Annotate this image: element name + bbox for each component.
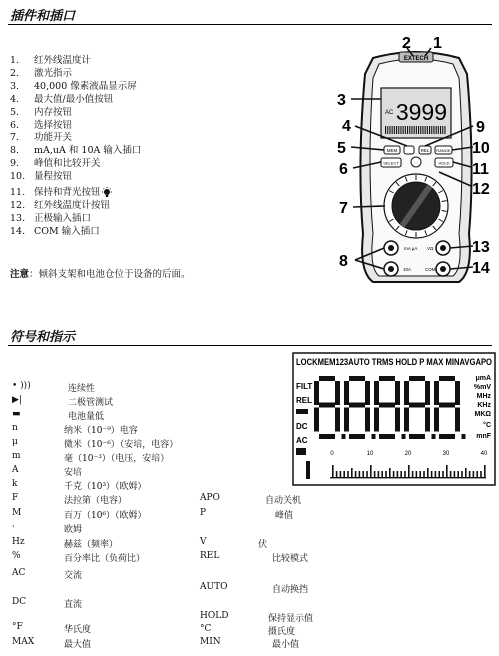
- bargraph-tick: [394, 126, 395, 134]
- bargraph-tick: [387, 126, 388, 134]
- symbol-glyph: °F: [12, 622, 23, 632]
- minus-sign-icon: [296, 409, 308, 414]
- symbol-glyph: DC: [12, 597, 27, 607]
- scale-tick: [480, 471, 482, 477]
- lcd-segment: [439, 376, 455, 381]
- scale-tick: [378, 471, 380, 477]
- scale-tick: [431, 471, 433, 477]
- symbol-glyph: AUTO: [200, 582, 228, 592]
- symbol-glyph: A: [12, 465, 19, 475]
- scale-tick: [473, 471, 475, 477]
- lcd-segment: [425, 408, 430, 432]
- symbol-glyph: REL: [200, 551, 220, 561]
- scale-tick: [416, 471, 418, 477]
- lcd-segment: [439, 434, 455, 439]
- lcd-ac: AC: [296, 436, 308, 445]
- lcd-segment: [374, 408, 379, 432]
- rel-button[interactable]: REL: [420, 148, 430, 153]
- scale-tick: [404, 471, 406, 477]
- multimeter-illustration: [333, 34, 499, 288]
- scale-tick: [355, 471, 357, 477]
- scale-tick: [385, 471, 387, 477]
- lcd-unit: %mV: [473, 384, 491, 391]
- symbol-description: 保持显示值: [268, 614, 314, 624]
- list-item: 4. 最大值/最小值按钮: [10, 93, 114, 105]
- symbol-glyph: k: [12, 479, 18, 489]
- callout-14: 14: [472, 260, 490, 277]
- lcd-segment: [409, 434, 425, 439]
- symbol-glyph: • ))): [12, 381, 31, 391]
- bargraph-tick: [433, 126, 434, 134]
- symbol-glyph: n: [12, 423, 18, 433]
- ir-button[interactable]: [411, 157, 421, 167]
- parts-list: [10, 55, 141, 239]
- callout-11: 11: [472, 161, 489, 178]
- scale-tick: [484, 465, 486, 477]
- symbol-glyph: ▬: [12, 409, 21, 419]
- symbol-glyph: F: [12, 493, 19, 503]
- symbol-description: 法拉第（电容）: [64, 496, 128, 506]
- bargraph-tick: [429, 126, 430, 134]
- bargraph-tick: [403, 126, 404, 134]
- callout-10: 10: [472, 140, 490, 157]
- scale-label: 0: [330, 451, 334, 457]
- symbol-glyph: ·: [12, 522, 15, 532]
- symbol-description: 最大值: [64, 640, 92, 650]
- symbol-description: 安培: [64, 468, 83, 478]
- list-item: 7. 功能开关: [10, 132, 73, 144]
- list-item: 1. 红外线温度计: [10, 55, 92, 66]
- scale-tick: [412, 471, 414, 477]
- scale-tick: [435, 471, 437, 477]
- scale-tick: [427, 468, 429, 477]
- bargraph-tick: [409, 126, 410, 134]
- lcd-segment: [349, 434, 365, 439]
- lcd-segment: [314, 381, 319, 405]
- symbol-glyph: APO: [200, 493, 220, 503]
- list-item: 11. 保持和背光按钮: [10, 187, 141, 200]
- symbol-description: 峰值: [275, 511, 294, 521]
- scale-tick: [389, 468, 391, 477]
- scale-label: 10: [366, 451, 374, 457]
- lcd-unit: MHz: [476, 393, 491, 400]
- lcd-segment: [314, 408, 319, 432]
- scale-tick: [476, 471, 478, 477]
- lcd-unit: mnF: [476, 433, 491, 440]
- symbol-description: 伏: [258, 540, 268, 550]
- bargraph-tick: [422, 126, 423, 134]
- lcd-segment: [335, 408, 340, 432]
- callout-9: 9: [476, 119, 485, 136]
- symbol-description: 最小值: [272, 640, 300, 650]
- backlight-bulb-icon: [101, 187, 113, 198]
- bargraph-tick: [418, 126, 419, 134]
- callout-8: 8: [339, 253, 348, 270]
- lcd-segment: [365, 408, 370, 432]
- ma-ua-jack-label: mA μA: [404, 246, 418, 251]
- list-item: 14. COM 输入插口: [10, 225, 100, 237]
- callout-7: 7: [339, 200, 348, 217]
- bargraph-tick: [416, 126, 417, 134]
- lcd-unit: °C: [483, 422, 491, 429]
- symbol-description: 摄氏度: [268, 627, 296, 637]
- bargraph-tick: [442, 126, 443, 134]
- lcd-segment: [404, 408, 409, 432]
- bargraph-tick: [414, 126, 415, 134]
- bargraph-tick: [436, 126, 437, 134]
- lcd-decimal-point: [432, 434, 436, 439]
- symbol-glyph: M: [12, 508, 22, 518]
- symbol-glyph: HOLD: [200, 611, 229, 621]
- scale-tick: [397, 471, 399, 477]
- callout-12: 12: [472, 181, 490, 198]
- bargraph-tick: [427, 126, 428, 134]
- lcd-rel: REL: [296, 396, 312, 405]
- range-button[interactable]: RANGE: [436, 148, 451, 153]
- scale-tick: [450, 471, 452, 477]
- bargraph-tick: [431, 126, 432, 134]
- bargraph-tick: [389, 126, 390, 134]
- scale-tick: [393, 471, 395, 477]
- lcd-top-indicators: LOCKMEM123AUTO TRMS HOLD P MAX MINAVGAPO: [296, 357, 492, 367]
- lcd-decimal-point: [402, 434, 406, 439]
- symbol-description: 微米（10⁻⁶）（安培，电容）: [64, 440, 179, 450]
- lcd-segment: [409, 376, 425, 381]
- symbol-description: 千克（10³）（欧姆）: [64, 482, 147, 492]
- bargraph-tick: [385, 126, 386, 134]
- lcd-segment: [395, 408, 400, 432]
- scale-label: 30: [442, 451, 450, 457]
- lcd-segment-diagram: [292, 352, 496, 486]
- symbol-description: 百万（10⁶）（欧姆）: [64, 511, 147, 521]
- callout-2: 2: [402, 35, 411, 52]
- bargraph-tick: [405, 126, 406, 134]
- note: 注意：倾斜支架和电池仓位于设备的后面。: [10, 269, 191, 280]
- scale-tick: [362, 471, 364, 477]
- lcd-segment: [374, 381, 379, 405]
- scale-tick: [438, 471, 440, 477]
- lcd-decimal-point: [372, 434, 376, 439]
- lcd-segment: [379, 403, 395, 408]
- bargraph-tick: [392, 126, 393, 134]
- callout-1: 1: [433, 35, 442, 52]
- lcd-segment: [395, 381, 400, 405]
- symbol-glyph: P: [200, 508, 207, 518]
- callout-4: 4: [342, 118, 351, 135]
- scale-tick: [374, 471, 376, 477]
- symbol-glyph: MIN: [200, 637, 221, 647]
- lcd-segment: [365, 381, 370, 405]
- list-item: 12. 红外线温度计按钮: [10, 199, 111, 211]
- battery-icon: [296, 448, 306, 455]
- symbol-description: 直流: [64, 600, 83, 610]
- list-item: 3. 40,000 像素液晶显示屏: [10, 80, 137, 92]
- lcd-segment: [344, 408, 349, 432]
- lcd-decimal-point: [462, 434, 466, 439]
- lcd-segment: [409, 403, 425, 408]
- lcd-segment: [455, 408, 460, 432]
- lcd-filt: FILT: [296, 382, 313, 391]
- symbol-description: 百分率比（负荷比）: [64, 554, 146, 564]
- scale-tick: [419, 471, 421, 477]
- scale-tick: [469, 471, 471, 477]
- symbol-glyph: V: [200, 537, 207, 547]
- symbol-description: 纳米（10⁻⁹）电容: [64, 426, 138, 436]
- lcd-segment: [319, 403, 335, 408]
- bargraph-tick: [398, 126, 399, 134]
- symbol-description: 自动换挡: [272, 585, 309, 595]
- scale-tick: [400, 471, 402, 477]
- scale-arrow: [306, 461, 310, 479]
- hold-button[interactable]: HOLD: [438, 160, 450, 166]
- symbol-description: 毫（10⁻³）（电压，安培）: [64, 454, 170, 464]
- scale-tick: [381, 471, 383, 477]
- scale-tick: [336, 471, 338, 477]
- lcd-segment: [379, 376, 395, 381]
- lcd-dc: DC: [296, 422, 308, 431]
- scale-tick: [343, 471, 345, 477]
- symbol-description: 欧姆: [64, 525, 83, 535]
- mem-button[interactable]: MEM: [386, 148, 398, 153]
- lcd-decimal-point: [342, 434, 346, 439]
- lcd-segment: [349, 376, 365, 381]
- list-item: 8. mA,uA 和 10A 输入插口: [10, 145, 142, 157]
- symbol-glyph: %: [12, 551, 21, 561]
- lcd-segment: [439, 403, 455, 408]
- max-min-button[interactable]: [404, 146, 414, 154]
- bargraph-tick: [400, 126, 401, 134]
- list-item: 9. 峰值和比较开关: [10, 158, 101, 170]
- symbol-description: 电池量低: [68, 412, 105, 422]
- callout-3: 3: [337, 92, 346, 109]
- lcd-unit: μmA: [475, 375, 491, 382]
- scale-tick: [465, 468, 467, 477]
- scale-tick: [461, 471, 463, 477]
- lcd-segment: [434, 408, 439, 432]
- lcd-digits: 3999: [395, 99, 447, 125]
- symbol-description: 二极管测试: [68, 398, 114, 408]
- bargraph-tick: [411, 126, 412, 134]
- symbol-glyph: m: [12, 451, 21, 461]
- symbol-description: 赫兹（频率）: [64, 540, 119, 550]
- lcd-unit: KHz: [477, 402, 491, 409]
- select-button[interactable]: SELECT: [383, 160, 399, 166]
- lcd-ac-label: AC: [385, 110, 394, 116]
- scale-tick: [366, 471, 368, 477]
- lcd-segment: [404, 381, 409, 405]
- symbol-description: 自动关机: [265, 496, 302, 506]
- list-item: 6. 选择按钮: [10, 119, 73, 131]
- 10a-jack-label: 10A: [403, 267, 412, 272]
- symbol-description: 比较模式: [272, 554, 309, 564]
- lcd-segment: [349, 403, 365, 408]
- scale-tick: [457, 471, 459, 477]
- symbol-description: 交流: [64, 571, 83, 581]
- scale-tick: [442, 471, 444, 477]
- bargraph-tick: [407, 126, 408, 134]
- list-item: 10. 量程按钮: [10, 171, 73, 183]
- scale-tick: [340, 471, 342, 477]
- symbol-description: 连续性: [68, 384, 96, 394]
- brand-label: EXTECH: [403, 56, 429, 62]
- scale-tick: [332, 465, 334, 477]
- lcd-unit: MKΩ: [474, 411, 491, 418]
- scale-label: 20: [404, 451, 412, 457]
- section-title-parts: 插件和插口: [10, 9, 76, 24]
- scale-baseline: [330, 477, 486, 478]
- com-jack-label: COM: [425, 267, 436, 272]
- scale-tick: [423, 471, 425, 477]
- callout-5: 5: [337, 140, 346, 157]
- section-divider: [8, 24, 492, 25]
- scale-tick: [408, 465, 410, 477]
- symbol-glyph: ▶|: [12, 395, 22, 405]
- list-item: 5. 内存按钮: [10, 106, 73, 118]
- scale-tick: [347, 471, 349, 477]
- positive-jack-label: VΩ: [427, 246, 434, 251]
- lcd-segment: [434, 381, 439, 405]
- bargraph-tick: [425, 126, 426, 134]
- scale-tick: [359, 471, 361, 477]
- symbol-glyph: °C: [200, 624, 212, 634]
- callout-13: 13: [472, 239, 490, 256]
- bargraph-tick: [396, 126, 397, 134]
- scale-tick: [370, 465, 372, 477]
- lcd-segment: [379, 434, 395, 439]
- callout-6: 6: [339, 161, 348, 178]
- lcd-segment: [319, 376, 335, 381]
- lcd-segment: [425, 381, 430, 405]
- scale-tick: [454, 471, 456, 477]
- scale-tick: [446, 465, 448, 477]
- symbol-glyph: μ: [12, 437, 18, 447]
- lcd-segment: [455, 381, 460, 405]
- list-item: 13. 正极输入插口: [10, 212, 92, 224]
- symbol-description: 华氏度: [64, 625, 92, 635]
- bargraph-tick: [438, 126, 439, 134]
- symbol-glyph: AC: [12, 568, 26, 578]
- scale-tick: [351, 468, 353, 477]
- scale-label: 40: [480, 451, 488, 457]
- section-divider: [8, 345, 492, 346]
- list-item: 2. 激光指示: [10, 67, 73, 79]
- lcd-segment: [335, 381, 340, 405]
- symbol-glyph: MAX: [12, 637, 35, 647]
- bargraph-tick: [420, 126, 421, 134]
- bargraph-tick: [440, 126, 441, 134]
- symbol-glyph: Hz: [12, 537, 25, 547]
- lcd-segment: [319, 434, 335, 439]
- section-title-symbols: 符号和指示: [10, 330, 76, 345]
- lcd-segment: [344, 381, 349, 405]
- bargraph-tick: [444, 126, 445, 134]
